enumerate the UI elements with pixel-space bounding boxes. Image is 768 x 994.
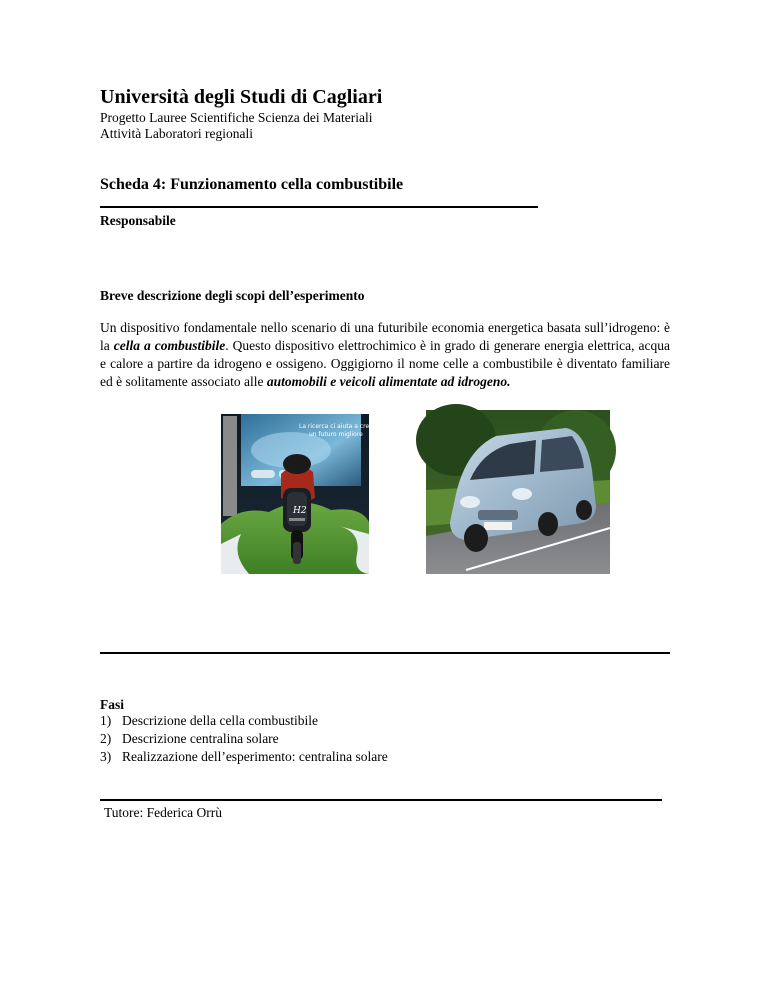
- scooter-photo: [221, 414, 379, 574]
- responsible-label: Responsabile: [100, 213, 176, 228]
- h2-badge: H2: [293, 506, 307, 516]
- description-text-2: . Questo dispositivo elettrochimico è in grado di generare energia elettrica, acqua e calore a partire da idrogeno e ossigeno. Oggigiorno il nome celle a combustibile è diventato familiare ed è solitamente associato alle: [100, 338, 670, 389]
- banner-line-1: La ricerca ci aiuta a creare: [299, 423, 379, 430]
- project-line: Progetto Lauree Scientifiche Scienza dei Materiali: [100, 110, 373, 125]
- vehicles-emphasis: automobili e veicoli alimentate ad idrogeno.: [266, 374, 511, 389]
- footer-divider: [100, 799, 662, 801]
- section-divider: [100, 652, 670, 654]
- university-title: Università degli Studi di Cagliari: [100, 86, 383, 108]
- tutor-line: Tutore: Federica Orrù: [104, 805, 222, 820]
- phase-text: Realizzazione dell’esperimento: centralina solare: [122, 749, 388, 764]
- description-paragraph: [100, 319, 670, 391]
- phases-heading: Fasi: [100, 697, 125, 712]
- title-divider: [100, 206, 538, 208]
- phase-item: [100, 731, 279, 747]
- fuel-cell-emphasis: cella a combustibile: [113, 338, 226, 353]
- phase-text: Descrizione della cella combustibile: [122, 713, 319, 728]
- phase-number: 1): [100, 713, 112, 728]
- activity-line: Attività Laboratori regionali: [100, 126, 253, 141]
- phase-item: [100, 713, 318, 729]
- description-heading: Breve descrizione degli scopi dell’esperimento: [100, 288, 365, 303]
- banner-line-2: un futuro migliore: [309, 431, 363, 438]
- phase-number: 2): [100, 731, 112, 746]
- phase-number: 3): [100, 749, 112, 764]
- phase-text: Descrizione centralina solare: [122, 731, 279, 746]
- car-photo: [426, 410, 610, 574]
- description-text-1: Un dispositivo fondamentale nello scenario di una futuribile economia energetica basata sull’idrogeno: è la: [100, 320, 670, 353]
- sheet-title: Scheda 4: Funzionamento cella combustibile: [100, 176, 404, 193]
- phase-item: [100, 749, 388, 765]
